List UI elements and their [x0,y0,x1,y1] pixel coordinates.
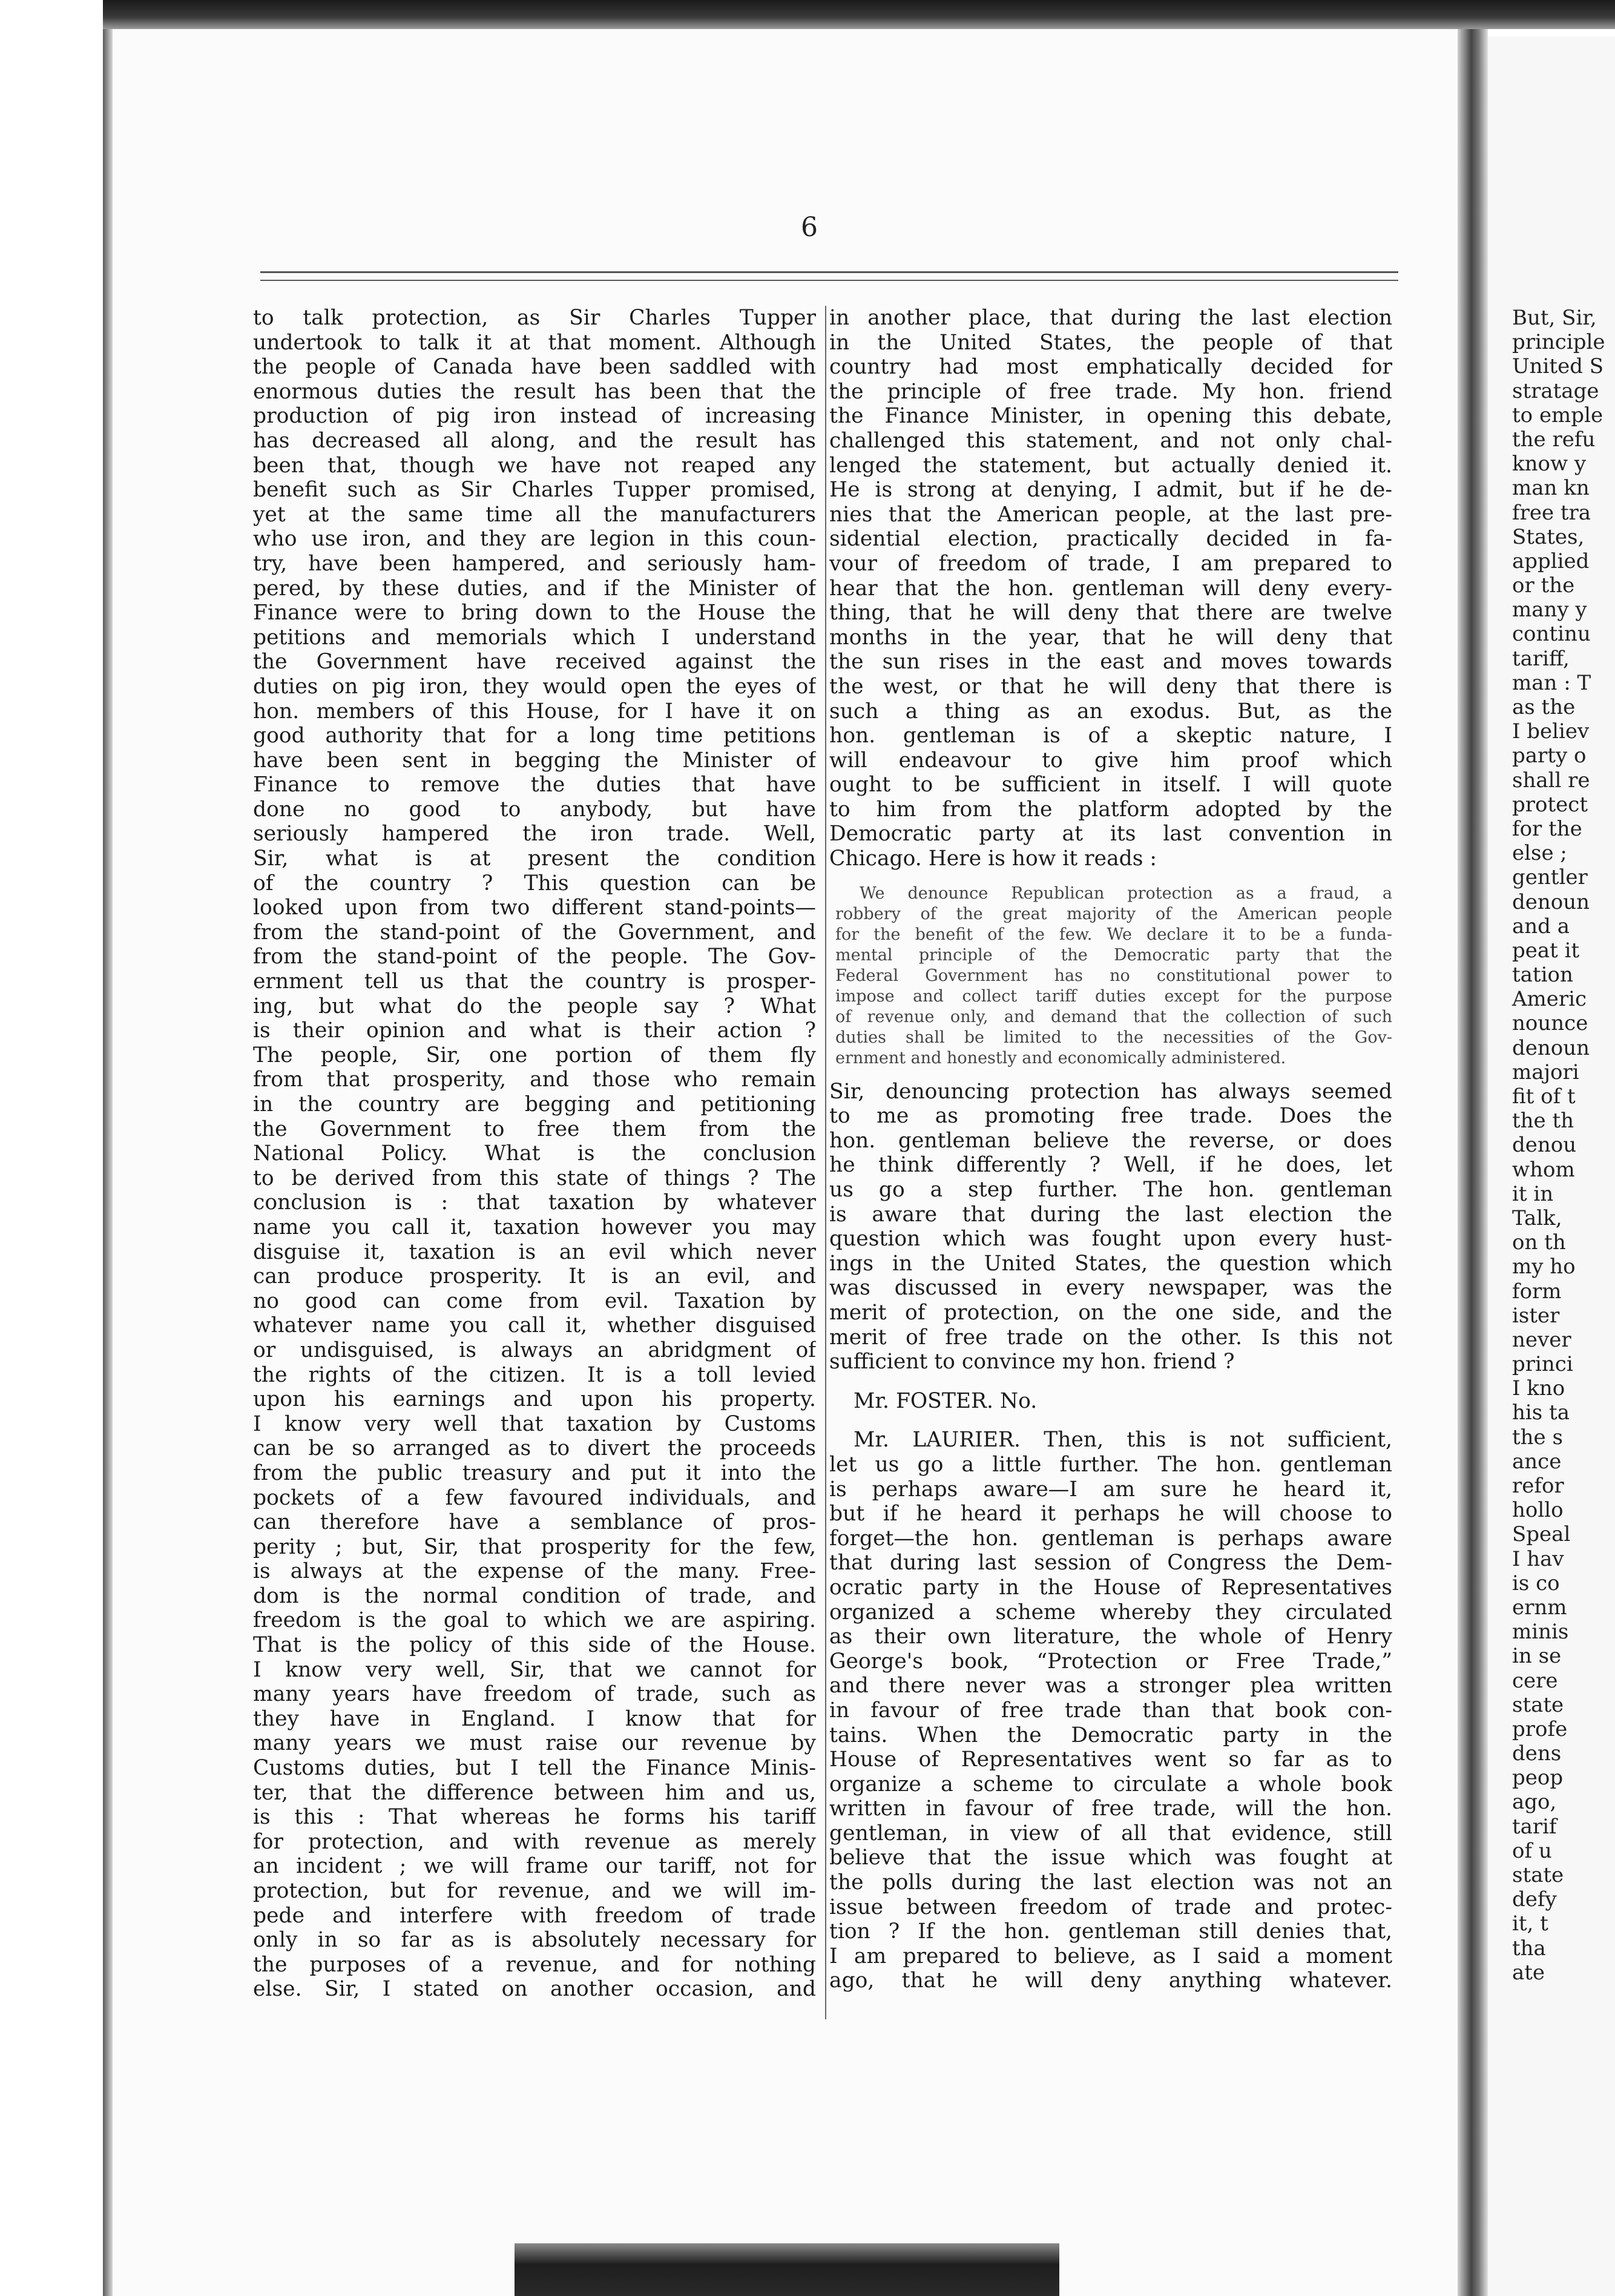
right-column-line: the Finance Minister, in opening this debate, [829,404,1392,429]
right-column-line: gentleman, in view of all that evidence, still [829,1821,1392,1846]
left-column-line: hon. members of this House, for I have it on [253,699,816,724]
next-page-fragment: the s [1512,1425,1563,1450]
right-column-line: issue between freedom of trade and protec- [829,1895,1392,1919]
book-binding [1458,29,1488,2296]
left-column-line: is always at the expense of the many. Free- [253,1559,816,1584]
next-page-fragment: his ta [1512,1400,1570,1425]
right-column-line: tains. When the Democratic party in the [829,1723,1392,1747]
next-page-fragment: denou [1512,1133,1577,1158]
left-column-line: the people of Canada have been saddled with [253,355,816,380]
left-column-line: can be so arranged as to divert the proceeds [253,1436,816,1461]
next-page-fragment: I hav [1512,1546,1564,1571]
next-page-fragment: gentler [1512,865,1588,890]
quote-line: mental principle of the Democratic party that the [835,945,1392,965]
left-column-line: is this : That whereas he forms his tariff [253,1805,816,1830]
header-rule-thin [260,280,1398,281]
left-column-line: been that, though we have not reaped any [253,453,816,478]
left-column-line: The people, Sir, one portion of them fly [253,1043,816,1067]
right-column-line: merit of free trade on the other. Is this not [829,1325,1392,1350]
scan-edge-top [103,0,1615,29]
next-page-fragment: it, t [1512,1912,1548,1936]
next-page-fragment: cere [1512,1668,1558,1693]
left-column-line: upon his earnings and upon his property. [253,1387,816,1412]
next-page-fragment: ance [1512,1449,1562,1474]
left-column-line: ernment tell us that the country is prosper- [253,969,816,994]
left-column-line: from the stand-point of the Government, and [253,920,816,945]
left-column-line: petitions and memorials which I understand [253,625,816,650]
left-column-line: an incident ; we will frame our tariff, not for [253,1854,816,1879]
right-column-line: is aware that during the last election the [829,1202,1392,1227]
next-page-fragment: ister [1512,1303,1560,1328]
next-page-fragment: tarif [1512,1814,1557,1839]
next-page-fragment: defy [1512,1887,1557,1912]
next-page-fragment: or the [1512,573,1575,598]
left-column-line: enormous duties the result has been that the [253,379,816,404]
left-column-line: the Government to free them from the [253,1117,816,1141]
left-column-line: perity ; but, Sir, that prosperity for the few, [253,1534,816,1559]
right-column-line: I am prepared to believe, as I said a moment [829,1944,1392,1968]
next-page-fragment: applied [1512,549,1590,573]
right-column-line: House of Representatives went so far as to [829,1747,1392,1772]
next-page-fragment: know y [1512,452,1587,477]
quote-line: impose and collect tariff duties except for the purpose [835,986,1392,1006]
next-page-fragment: in se [1512,1644,1562,1669]
next-page-fragment: free tra [1512,500,1591,525]
left-column-line: National Policy. What is the conclusion [253,1141,816,1166]
left-column-line: from the public treasury and put it into the [253,1460,816,1485]
right-column-line: sidential election, practically decided in fa- [829,527,1392,552]
right-column-line: merit of protection, on the one side, and the [829,1301,1392,1325]
left-column-line: is their opinion and what is their action ? [253,1018,816,1043]
right-column-line: ago, that he will deny anything whatever. [829,1968,1392,1993]
left-column-line: name you call it, taxation however you may [253,1215,816,1239]
next-page-fragment: United S [1512,354,1604,379]
right-column-line: will endeavour to give him proof which [829,748,1392,773]
right-column-line: organize a scheme to circulate a whole book [829,1772,1392,1796]
next-page-fragment: minis [1512,1620,1569,1644]
left-column-line: can produce prosperity. It is an evil, and [253,1264,816,1289]
right-column-line: lenged the statement, but actually denied it. [829,453,1392,478]
next-page-fragment: States, [1512,524,1585,549]
next-page-fragment: hollo [1512,1498,1564,1523]
right-column-line: vour of freedom of trade, I am prepared to [829,551,1392,576]
right-column-line: the west, or that he will deny that there is [829,674,1392,699]
next-page-fragment: dens [1512,1741,1562,1766]
right-column-bottom-text [829,1428,1392,1993]
left-column-line: the Government have received against the [253,650,816,675]
left-column-line: Sir, what is at present the condition [253,846,816,871]
page-left-shadow [103,29,113,2296]
next-page-fragment: refor [1512,1474,1564,1498]
left-column-line: in the country are begging and petitioning [253,1092,816,1117]
column-divider [825,306,826,2019]
left-column-line: duties on pig iron, they would open the eyes of [253,674,816,699]
next-page-text-fragments [1488,306,1605,1985]
left-column-line: freedom is the goal to which we are aspiring. [253,1608,816,1633]
right-column-line: in the United States, the people of that [829,330,1392,355]
next-page-fragment: to emple [1512,403,1603,427]
left-column-line: whatever name you call it, whether disguised [253,1313,816,1338]
quote-line: of revenue only, and demand that the collection of such [835,1007,1392,1026]
next-page-fragment: peat it [1512,938,1580,963]
next-page-fragment: form [1512,1279,1562,1304]
left-column-line: of the country ? This question can be [253,871,816,896]
right-column-line: nies that the American people, at the last pre- [829,502,1392,527]
left-column-line: I know very well, Sir, that we cannot for [253,1657,816,1682]
left-column-line: have been sent in begging the Minister of [253,748,816,773]
left-column-line: the rights of the citizen. It is a toll levied [253,1362,816,1387]
right-column-line: hon. gentleman believe the reverse, or does [829,1128,1392,1153]
right-column-line: country had most emphatically decided for [829,355,1392,380]
left-column-line: conclusion is : that taxation by whatever [253,1190,816,1215]
left-column-line: many years have freedom of trade, such as [253,1682,816,1707]
left-column-line: I know very well that taxation by Customs [253,1411,816,1436]
left-column-line: ter, that the difference between him and us, [253,1780,816,1805]
next-page-fragment: ago, [1512,1790,1557,1815]
next-page-fragment: it in [1512,1181,1554,1206]
next-page-fragment: else ; [1512,841,1567,866]
next-page-fragment: of u [1512,1838,1552,1863]
right-column-line: sufficient to convince my hon. friend ? [829,1350,1235,1374]
next-page-fragment: Americ [1512,987,1587,1012]
next-page-fragment: tha [1512,1936,1546,1961]
right-column-line: Chicago. Here is how it reads : [829,846,1157,871]
right-column-line: let us go a little further. The hon. gentleman [829,1452,1392,1477]
left-column-line: from that prosperity, and those who remain [253,1067,816,1092]
left-column-line: many years we must raise our revenue by [253,1731,816,1756]
next-page-fragment: I believ [1512,719,1590,744]
left-column-line: has decreased all along, and the result has [253,428,816,453]
next-page-fragment: I kno [1512,1376,1565,1401]
right-column-line: but if he heard it perhaps he will choose to [829,1502,1392,1526]
next-page-fragment: Speal [1512,1522,1571,1547]
right-column-line: ings in the United States, the question which [829,1251,1392,1276]
next-page-fragment: for the [1512,816,1582,841]
left-column-line: from the stand-point of the people. The Gov- [253,945,816,969]
left-column-line: can therefore have a semblance of pros- [253,1510,816,1535]
right-column-top-text [829,306,1392,871]
next-page-fragment: man kn [1512,476,1590,501]
next-page-fragment: majori [1512,1060,1579,1084]
scan-edge-bottom [515,2243,1059,2296]
quote-line: ernment and honestly and economically administered. [835,1048,1286,1067]
next-page-fragment: stratage [1512,378,1599,403]
right-column-line: such a thing as an exodus. But, as the [829,699,1392,724]
right-column-line: Mr. LAURIER. Then, this is not sufficient, [854,1428,1392,1453]
right-column-line: the principle of free trade. My hon. friend [829,379,1392,404]
next-page-fragment: profe [1512,1717,1568,1741]
right-column-line: ocratic party in the House of Representatives [829,1575,1392,1600]
next-page-fragment: party o [1512,744,1587,768]
next-page-edge [1488,36,1615,2296]
foster-reply: Mr. FOSTER. No. [854,1388,1038,1413]
next-page-fragment: the refu [1512,427,1596,452]
next-page-fragment: and a [1512,914,1570,939]
right-column-line: in another place, that during the last election [829,306,1392,330]
next-page-fragment: the th [1512,1109,1574,1133]
right-column-line: the sun rises in the east and moves towards [829,650,1392,675]
next-page-fragment: Talk, [1512,1206,1562,1230]
right-column-line: question which was fought upon every hust- [829,1227,1392,1252]
next-page-fragment: princi [1512,1352,1573,1377]
left-column-line: try, have been hampered, and seriously ham- [253,551,816,576]
right-column-line: us go a step further. The hon. gentleman [829,1178,1392,1202]
next-page-fragment: many y [1512,598,1587,622]
next-page-fragment: state [1512,1692,1564,1717]
right-column-line: is perhaps aware—I am sure he heard it, [829,1477,1392,1502]
left-column-line: for protection, and with revenue as merely [253,1829,816,1854]
next-page-fragment: never [1512,1327,1571,1352]
left-column-line: Finance to remove the duties that have [253,773,816,797]
next-page-fragment: ernm [1512,1595,1567,1620]
next-page-fragment: nounce [1512,1011,1588,1036]
right-column-line: hon. gentleman is of a skeptic nature, I [829,724,1392,748]
left-column-line: benefit such as Sir Charles Tupper promised, [253,478,816,503]
left-column-line: pede and interfere with freedom of trade [253,1903,816,1928]
left-column-line: Finance were to bring down to the House the [253,601,816,625]
left-column-line: pered, by these duties, and if the Minister of [253,576,816,601]
next-page-fragment: peop [1512,1766,1564,1790]
left-column-line: they have in England. I know that for [253,1706,816,1731]
next-page-fragment: denoun [1512,1035,1590,1060]
right-column-line: organized a scheme whereby they circulated [829,1600,1392,1625]
right-column-line: written in favour of free trade, will the hon. [829,1796,1392,1821]
left-column-line: good authority that for a long time petitions [253,724,816,748]
right-column-line: George's book, “Protection or Free Trade,” [829,1649,1392,1674]
right-column-line: believe that the issue which was fought at [829,1846,1392,1870]
next-page-fragment: ate [1512,1960,1545,1985]
next-page-fragment: is co [1512,1571,1560,1595]
left-column-line: That is the policy of this side of the House. [253,1633,816,1658]
right-column-line: ought to be sufficient in itself. I will quote [829,773,1392,797]
right-column-line: He is strong at denying, I admit, but if he de- [829,478,1392,503]
next-page-fragment: But, Sir, [1512,306,1597,330]
right-column-line: tion ? If the hon. gentleman still denies that, [829,1919,1392,1944]
block-quote-democratic-platform [829,883,1392,1069]
left-column-line: pockets of a few favoured individuals, and [253,1485,816,1510]
next-page-fragment: on th [1512,1230,1566,1255]
right-column-line: the polls during the last election was not an [829,1870,1392,1895]
left-column-line: only in so far as is absolutely necessary for [253,1928,816,1953]
next-page-fragment: state [1512,1863,1564,1887]
right-column-line: as their own literature, the whole of Henry [829,1625,1392,1649]
left-column-line: dom is the normal condition of trade, and [253,1583,816,1608]
left-column-line: production of pig iron instead of increasing [253,404,816,429]
left-column-line: or undisguised, is always an abridgment of [253,1338,816,1362]
next-page-fragment: denoun [1512,889,1590,914]
left-column-line: protection, but for revenue, and we will im- [253,1879,816,1903]
left-column-line: the purposes of a revenue, and for nothing [253,1952,816,1977]
next-page-fragment: continu [1512,622,1591,647]
right-column-line: challenged this statement, and not only chal- [829,428,1392,453]
right-column [829,306,1392,1993]
right-column-line: was discussed in every newspaper, was the [829,1276,1392,1301]
right-column-line: hear that the hon. gentleman will deny every- [829,576,1392,601]
next-page-fragment: shall re [1512,768,1590,793]
right-column-line: that during last session of Congress the Dem- [829,1551,1392,1575]
right-column-line: Democratic party at its last convention in [829,822,1392,846]
page-number: 6 [801,212,818,243]
left-column-line: done no good to anybody, but have [253,797,816,822]
left-column-line: disguise it, taxation is an evil which never [253,1239,816,1264]
right-column-line: Sir, denouncing protection has always seemed [829,1079,1392,1104]
left-column-line: who use iron, and they are legion in this coun- [253,527,816,552]
right-column-line: months in the year, that he will deny that [829,625,1392,650]
left-column-line: no good can come from evil. Taxation by [253,1288,816,1313]
right-column-line: he think differently ? Well, if he does, let [829,1153,1392,1178]
next-page-fragment: my ho [1512,1255,1576,1279]
left-column-line: to be derived from this state of things ? The [253,1166,816,1190]
right-column-line: in favour of free trade than that book con- [829,1698,1392,1723]
left-column-line: yet at the same time all the manufacturers [253,502,816,527]
left-column-line: looked upon from two different stand-points— [253,896,816,920]
right-column-line: thing, that he will deny that there are twelve [829,601,1392,625]
left-column-line: to talk protection, as Sir Charles Tupper [253,306,816,330]
next-page-fragment: protect [1512,792,1588,817]
left-column-line: undertook to talk it at that moment. Although [253,330,816,355]
quote-line: duties shall be limited to the necessities of the Gov- [835,1028,1392,1047]
right-column-line: and there never was a stronger plea written [829,1674,1392,1698]
next-page-fragment: whom [1512,1157,1575,1182]
quote-line: We denounce Republican protection as a fraud, a [860,883,1392,903]
right-column-line: to me as promoting free trade. Does the [829,1104,1392,1129]
right-column-line: forget—the hon. gentleman is perhaps aware [829,1526,1392,1551]
left-column-line: seriously hampered the iron trade. Well, [253,822,816,846]
next-page-fragment: tariff, [1512,646,1570,671]
header-rule [260,271,1398,273]
quote-line: for the benefit of the few. We declare it to be a funda- [835,925,1392,944]
right-column-middle-text [829,1080,1392,1374]
left-column-line: ing, but what do the people say ? What [253,994,816,1018]
next-page-fragment: man : T [1512,670,1591,695]
left-column-line: Customs duties, but I tell the Finance Minis- [253,1756,816,1781]
left-column-line: else. Sir, I stated on another occasion, and [253,1977,816,2002]
right-column-line: to him from the platform adopted by the [829,797,1392,822]
quote-line: robbery of the great majority of the American people [835,904,1392,923]
quote-line: Federal Government has no constitutional power to [835,966,1392,985]
next-page-fragment: principle [1512,330,1605,355]
left-column [253,306,816,2002]
next-page-fragment: tation [1512,963,1573,988]
next-page-fragment: fit of t [1512,1084,1576,1109]
next-page-fragment: as the [1512,695,1576,719]
